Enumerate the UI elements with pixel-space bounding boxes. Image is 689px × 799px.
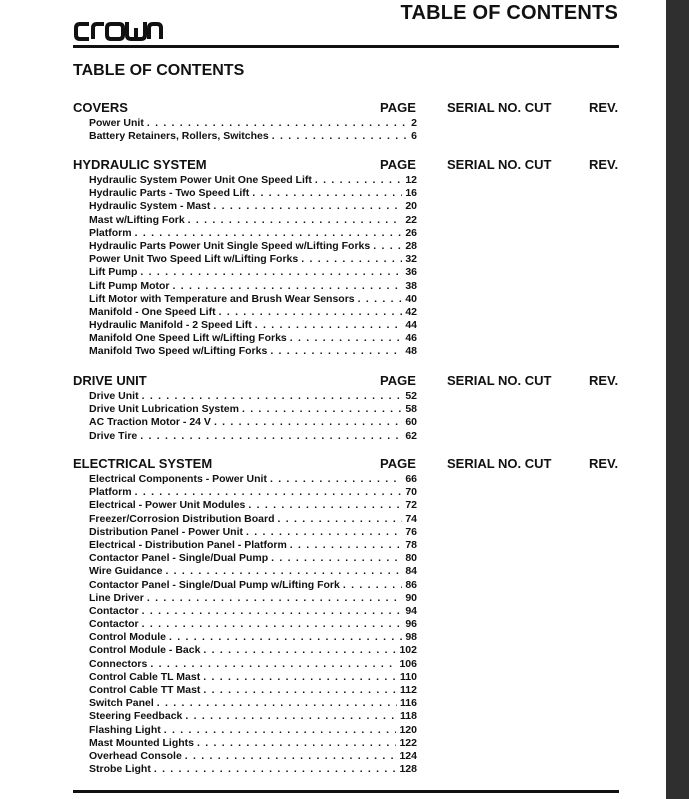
toc-entry[interactable] [89,631,417,644]
dot-leader [164,724,397,736]
toc-entry[interactable] [89,710,417,723]
dot-leader [135,486,403,498]
section-title: ELECTRICAL SYSTEM [73,456,213,471]
entry-page: 42 [405,305,417,318]
section-drive-unit [73,373,619,443]
section-title: DRIVE UNIT [73,373,147,388]
toc-entry[interactable] [89,684,417,697]
dot-leader [147,117,408,129]
dot-leader [172,280,402,292]
section-title: HYDRAULIC SYSTEM [73,157,207,172]
entry-page: 118 [400,710,417,723]
entry-label: Hydraulic Manifold - 2 Speed Lift [89,319,252,332]
dot-leader [203,671,397,683]
entry-page: 60 [405,416,417,429]
section-electrical-system [73,456,619,776]
entry-label: Hydraulic System - Mast [89,200,211,213]
toc-entry[interactable] [89,280,417,293]
toc-entry[interactable] [89,214,417,227]
entry-page: 124 [399,749,417,762]
entry-label: Drive Unit Lubrication System [89,403,239,416]
entry-label: Line Driver [89,591,144,604]
page-column-header: PAGE [380,456,416,471]
entry-page: 106 [399,657,417,670]
doc-title: TABLE OF CONTENTS [73,62,245,79]
entry-page: 26 [405,226,417,239]
section-covers [73,100,619,143]
dot-leader [142,618,403,630]
toc-entry[interactable] [89,293,417,306]
dot-leader [142,605,403,617]
dot-leader [270,345,402,357]
dot-leader [135,227,403,239]
toc-entry[interactable] [89,240,417,253]
crown-logo [73,18,163,44]
section-header [73,157,619,174]
entry-page: 78 [405,538,417,551]
toc-entry[interactable] [89,750,417,763]
entry-label: Flashing Light [89,723,161,736]
dot-leader [213,200,402,212]
entry-label: Distribution Panel - Power Unit [89,525,244,538]
toc-entry[interactable] [89,473,417,486]
toc-entry[interactable] [89,332,417,345]
toc-entry[interactable] [89,187,417,200]
dot-leader [278,513,403,525]
entry-label: Drive Tire [89,429,138,442]
rev-column-header: REV. [589,157,619,172]
entry-label: Hydraulic Parts - Two Speed Lift [89,187,250,200]
entry-label: Overhead Console [89,749,182,762]
dot-leader [188,214,403,226]
dot-leader [343,579,402,591]
toc-entry[interactable] [89,644,417,657]
entry-label: Lift Pump Motor [89,279,170,292]
toc-entry[interactable] [89,390,417,403]
entry-page: 112 [400,684,417,696]
crown-logo-mark [73,18,163,44]
toc-entry[interactable] [89,565,417,578]
entry-label: Contactor [89,604,139,617]
entry-label: Manifold - One Speed Lift [89,305,216,318]
entry-page: 40 [405,292,417,305]
dot-leader [315,174,402,186]
dot-leader [214,416,402,428]
entry-page: 98 [405,631,417,644]
entry-page: 62 [405,429,417,442]
toc-entry[interactable] [89,430,417,443]
entry-page: 72 [405,499,417,512]
entry-label: Hydraulic System Power Unit One Speed Lift [89,174,312,186]
dot-leader [142,390,403,402]
entry-page: 28 [405,239,417,252]
toc-entry[interactable] [89,345,417,358]
entry-page: 20 [405,200,417,213]
toc-entry[interactable] [89,658,417,671]
toc-entry[interactable] [89,486,417,499]
entry-label: Manifold Two Speed w/Lifting Forks [89,345,268,358]
entry-page: 116 [400,697,417,710]
entry-label: Lift Pump [89,266,138,279]
toc-entry[interactable] [89,724,417,737]
entry-page: 52 [405,390,417,402]
entry-label: Electrical - Distribution Panel - Platform [89,538,287,551]
toc-entry[interactable] [89,200,417,213]
entry-label: Connectors [89,657,148,670]
entry-page: 76 [405,525,417,538]
entry-page: 16 [405,187,417,200]
dot-leader [252,187,402,199]
toc-entry[interactable] [89,499,417,512]
entry-page: 110 [400,670,417,683]
toc-entry[interactable] [89,513,417,526]
toc-entry[interactable] [89,697,417,710]
toc-entry[interactable] [89,174,417,187]
section-header [73,100,619,117]
toc-entry[interactable] [89,319,417,332]
entry-label: Power Unit Two Speed Lift w/Lifting Forks [89,253,299,266]
entry-page: 36 [405,266,417,279]
entry-label: Contactor Panel - Single/Dual Pump [89,552,269,565]
entry-label: Electrical - Power Unit Modules [89,499,246,512]
dot-leader [290,332,403,344]
entry-label: Manifold One Speed Lift w/Lifting Forks [89,332,287,345]
entry-label: Wire Guidance [89,565,163,578]
entry-page: 120 [399,723,417,736]
entry-label: Mast w/Lifting Fork [89,213,185,226]
entry-page: 80 [405,552,417,565]
entry-label: Control Cable TL Mast [89,670,201,683]
dot-leader [165,565,402,577]
entry-page: 48 [405,345,417,358]
toc-entry[interactable] [89,306,417,319]
entry-page: 32 [405,253,417,266]
serial-column-header: SERIAL NO. CUT [447,100,552,115]
section-header [73,373,619,390]
entry-label: Control Cable TT Mast [89,684,201,696]
toc-entry[interactable] [89,117,417,130]
section-hydraulic-system [73,157,619,359]
dot-leader [270,473,402,485]
entry-label: AC Traction Motor - 24 V [89,416,211,429]
section-title: COVERS [73,100,128,115]
entry-label: Power Unit [89,117,144,129]
entry-page: 12 [405,174,417,186]
section-header [73,456,619,473]
toc-entry[interactable] [89,579,417,592]
serial-column-header: SERIAL NO. CUT [447,373,552,388]
entry-label: Lift Motor with Temperature and Brush Wear Sensors [89,292,355,305]
page-column-header: PAGE [380,373,416,388]
rev-column-header: REV. [589,373,619,388]
entry-label: Platform [89,226,132,239]
toc-entry[interactable] [89,671,417,684]
entry-page: 128 [399,763,417,776]
dot-leader [203,644,396,656]
dot-leader [358,293,403,305]
entry-page: 102 [399,644,417,657]
entry-page: 122 [399,736,417,749]
dot-leader [272,130,408,142]
dot-leader [301,253,402,265]
entry-page: 44 [405,319,417,332]
entry-label: Platform [89,486,132,499]
toc-entry[interactable] [89,539,417,552]
entry-page: 6 [411,130,417,143]
entry-page: 22 [405,213,417,226]
entry-label: Control Module - Back [89,644,201,657]
toc-entry[interactable] [89,253,417,266]
toc-entry[interactable] [89,416,417,429]
entry-page: 58 [405,403,417,416]
dot-leader [185,710,397,722]
entry-label: Switch Panel [89,697,154,710]
dot-leader [140,430,402,442]
dot-leader [373,240,402,252]
dot-leader [246,526,402,538]
dot-leader [242,403,402,415]
entry-label: Control Module [89,631,166,644]
entry-label: Mast Mounted Lights [89,736,194,749]
page-column-header: PAGE [380,100,416,115]
dot-leader [203,684,397,696]
header-title: TABLE OF CONTENTS [400,2,618,24]
entry-label: Battery Retainers, Rollers, Switches [89,130,269,143]
rev-column-header: REV. [589,100,619,115]
toc-entry[interactable] [89,403,417,416]
dot-leader [147,592,402,604]
entry-label: Drive Unit [89,390,139,402]
entry-page: 94 [405,604,417,617]
dot-leader [219,306,403,318]
toc-entry[interactable] [89,266,417,279]
toc-entry[interactable] [89,526,417,539]
toc-entry[interactable] [89,552,417,565]
toc-entry[interactable] [89,737,417,750]
dot-leader [185,750,397,762]
dot-leader [169,631,402,643]
entry-label: Hydraulic Parts Power Unit Single Speed w/Lifting Forks [89,239,371,252]
entry-page: 74 [405,512,417,525]
viewer-side-bar [666,0,689,799]
entry-label: Contactor [89,618,139,631]
rev-column-header: REV. [589,456,619,471]
footer-rule [73,790,619,793]
entry-label: Freezer/Corrosion Distribution Board [89,512,275,525]
entry-label: Contactor Panel - Single/Dual Pump w/Lifting Fork [89,578,340,591]
toc-entry[interactable] [89,618,417,631]
serial-column-header: SERIAL NO. CUT [447,456,552,471]
entry-page: 90 [405,591,417,604]
dot-leader [154,763,397,775]
entry-page: 96 [405,618,417,631]
entry-page: 70 [405,486,417,499]
serial-column-header: SERIAL NO. CUT [447,157,552,172]
entry-page: 46 [405,332,417,345]
dot-leader [140,266,402,278]
dot-leader [255,319,403,331]
entry-page: 84 [405,565,417,578]
entry-label: Strobe Light [89,763,151,776]
dot-leader [290,539,403,551]
dot-leader [271,552,402,564]
entry-page: 38 [405,279,417,292]
toc-entry[interactable] [89,763,417,776]
entry-page: 2 [411,117,417,129]
toc-entry[interactable] [89,605,417,618]
toc-entry[interactable] [89,130,417,143]
toc-entry[interactable] [89,592,417,605]
dot-leader [150,658,396,670]
entry-label: Steering Feedback [89,710,183,723]
entry-label: Electrical Components - Power Unit [89,473,267,485]
toc-entry[interactable] [89,227,417,240]
page-column-header: PAGE [380,157,416,172]
entry-page: 86 [405,578,417,591]
dot-leader [157,697,397,709]
header-rule [73,45,619,48]
dot-leader [248,499,402,511]
entry-page: 66 [405,473,417,485]
dot-leader [197,737,396,749]
